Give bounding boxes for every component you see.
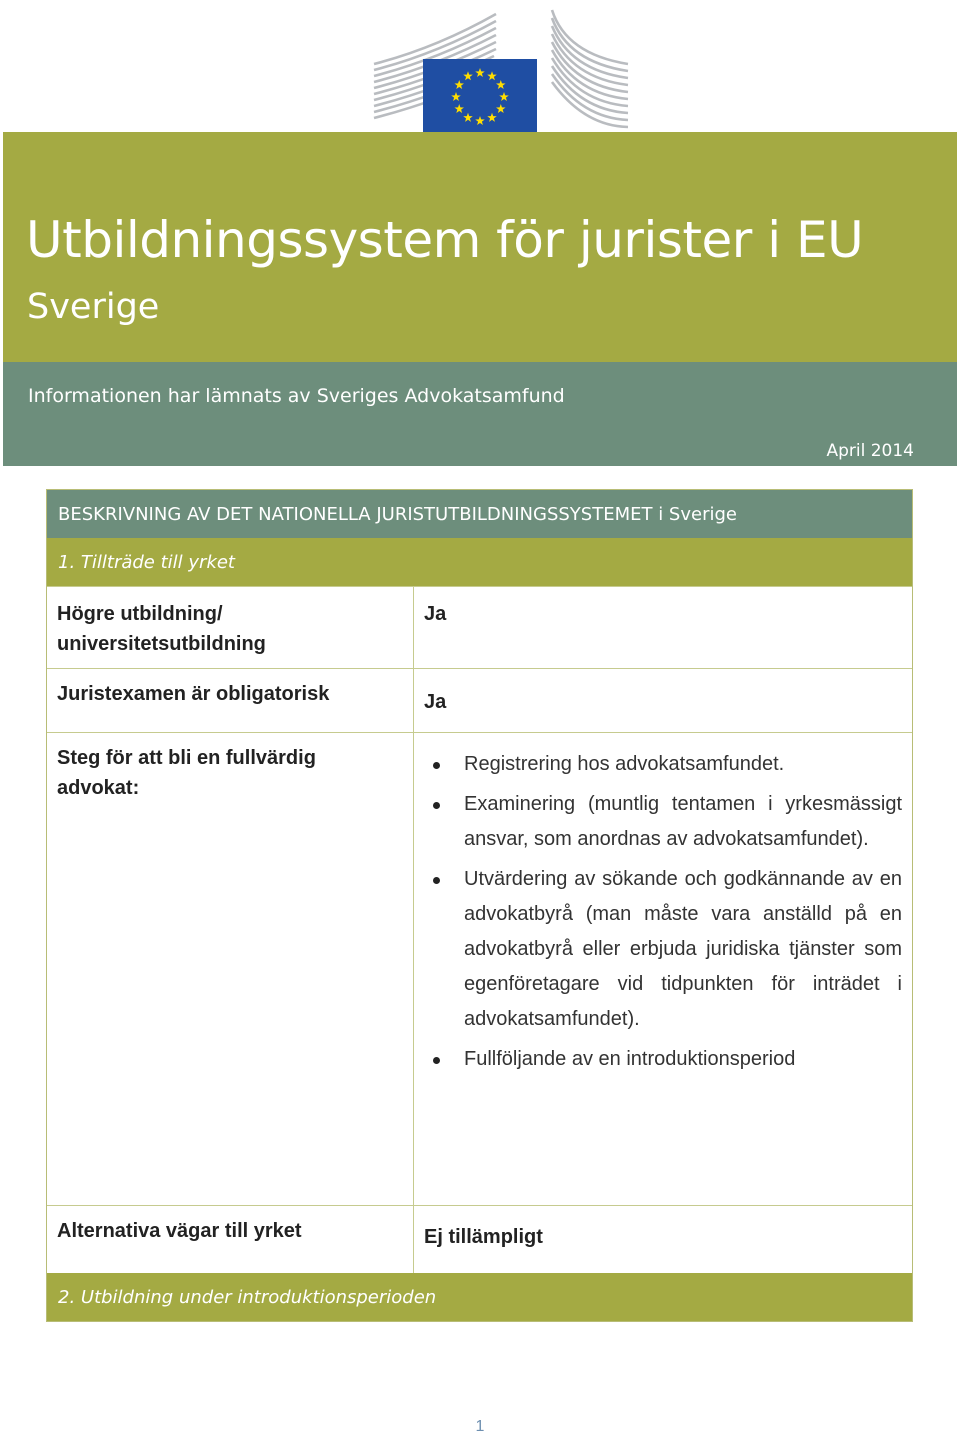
provided-by-text: Informationen har lämnats av Sveriges Advokatsamfund xyxy=(28,385,565,407)
eu-star-icon xyxy=(454,80,464,89)
alt-value: Ej tillämpligt xyxy=(424,1226,543,1248)
info-table xyxy=(46,489,913,1322)
list-item: Examinering (muntlig tentamen i yrkesmässigt ansvar, som anordnas av advokatsamfundet). xyxy=(424,787,902,857)
eu-star-icon xyxy=(487,71,497,80)
eu-star-icon xyxy=(475,68,485,77)
section-2-header: 2. Utbildning under introduktionsperioden xyxy=(47,1273,912,1321)
document-subtitle: Sverige xyxy=(27,287,160,327)
row-value: Ja xyxy=(424,691,447,713)
eu-star-icon xyxy=(451,92,461,101)
document-title: Utbildningssystem för jurister i EU xyxy=(26,211,864,269)
list-item: Utvärdering av sökande och godkännande av en advokatbyrå (man måste vara anställd på en advokatbyrå eller erbjuda juridiska tjänster som egenföretagare vid tidpunkten för inträdet i advokatsamfundet). xyxy=(424,862,902,1037)
table-row xyxy=(47,1205,912,1273)
eu-star-icon xyxy=(496,104,506,113)
row-value: Ja xyxy=(424,603,447,625)
table-row xyxy=(47,732,912,1205)
eu-star-icon xyxy=(454,104,464,113)
steps-list-cell xyxy=(414,733,912,1205)
steps-list xyxy=(424,747,902,1077)
eu-star-icon xyxy=(463,71,473,80)
steps-label: Steg för att bli en fullvärdig advokat: xyxy=(47,733,414,1205)
eu-star-icon xyxy=(499,92,509,101)
row-label: Högre utbildning/ universitetsutbildning xyxy=(47,587,414,668)
eu-star-icon xyxy=(487,113,497,122)
eu-star-icon xyxy=(496,80,506,89)
table-row xyxy=(47,668,912,732)
eu-flag-icon xyxy=(423,59,537,135)
list-item: Registrering hos advokatsamfundet. xyxy=(424,747,902,782)
section-1-header: 1. Tillträde till yrket xyxy=(47,538,912,586)
document-date: April 2014 xyxy=(826,441,914,461)
list-item: Fullföljande av en introduktionsperiod xyxy=(424,1042,902,1077)
info-band xyxy=(3,362,957,466)
row-label: Juristexamen är obligatorisk xyxy=(47,669,414,732)
alt-label: Alternativa vägar till yrket xyxy=(47,1206,414,1273)
page-number: 1 xyxy=(475,1418,485,1435)
eu-star-icon xyxy=(475,116,485,125)
table-row xyxy=(47,586,912,668)
section-header: BESKRIVNING AV DET NATIONELLA JURISTUTBILDNINGSSYSTEMET i Sverige xyxy=(47,490,912,538)
eu-star-icon xyxy=(463,113,473,122)
